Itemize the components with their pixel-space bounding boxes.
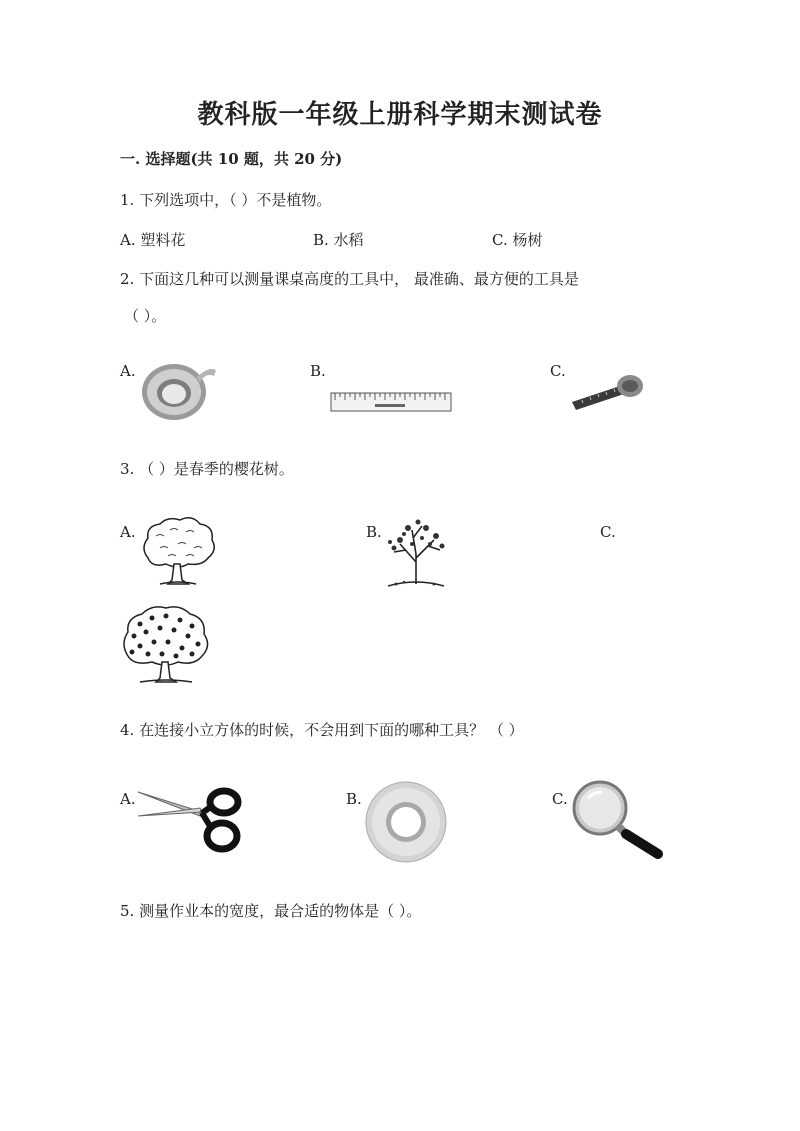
section-heading: 一. 选择题(共 10 题，共 20 分) — [120, 150, 343, 168]
question-3-text: 3. （ ）是春季的樱花树。 — [120, 460, 294, 478]
q3-option-c[interactable]: C. — [600, 523, 616, 541]
tree-sparse-image — [382, 514, 450, 592]
q2-option-b[interactable]: B. — [310, 362, 326, 380]
steel-tape-measure-image — [136, 358, 218, 424]
page-title: 教科版一年级上册科学期末测试卷 — [197, 100, 603, 130]
question-2-text-line1: 2. 下面这几种可以测量课桌高度的工具中， 最准确、最方便的工具是 — [120, 270, 579, 288]
q3-option-b[interactable]: B. — [366, 523, 382, 541]
tree-dotted-image — [120, 604, 212, 688]
q4-option-a[interactable]: A. — [120, 790, 136, 808]
q4-option-c[interactable]: C. — [552, 790, 568, 808]
magnifying-glass-image — [570, 780, 666, 860]
q4-option-b[interactable]: B. — [346, 790, 362, 808]
q1-option-b[interactable]: B. 水稻 — [313, 231, 364, 249]
q2-option-a[interactable]: A. — [120, 362, 136, 380]
tree-leafy-image — [138, 514, 218, 590]
q1-option-c[interactable]: C. 杨树 — [492, 231, 543, 249]
question-2-text-line2: （ ）。 — [124, 307, 167, 325]
q3-option-a[interactable]: A. — [120, 523, 136, 541]
soft-tape-measure-image — [570, 372, 646, 412]
q1-option-a[interactable]: A. 塑料花 — [120, 231, 186, 249]
scissors-image — [136, 786, 242, 856]
ruler-image — [330, 391, 452, 413]
question-1-text: 1. 下列选项中，（ ）不是植物。 — [120, 191, 332, 209]
question-4-text: 4. 在连接小立方体的时候，不会用到下面的哪种工具？ （ ） — [120, 721, 524, 739]
question-5-text: 5. 测量作业本的宽度，最合适的物体是（ ）。 — [120, 902, 422, 920]
tape-roll-image — [364, 780, 448, 864]
q2-option-c[interactable]: C. — [550, 362, 566, 380]
